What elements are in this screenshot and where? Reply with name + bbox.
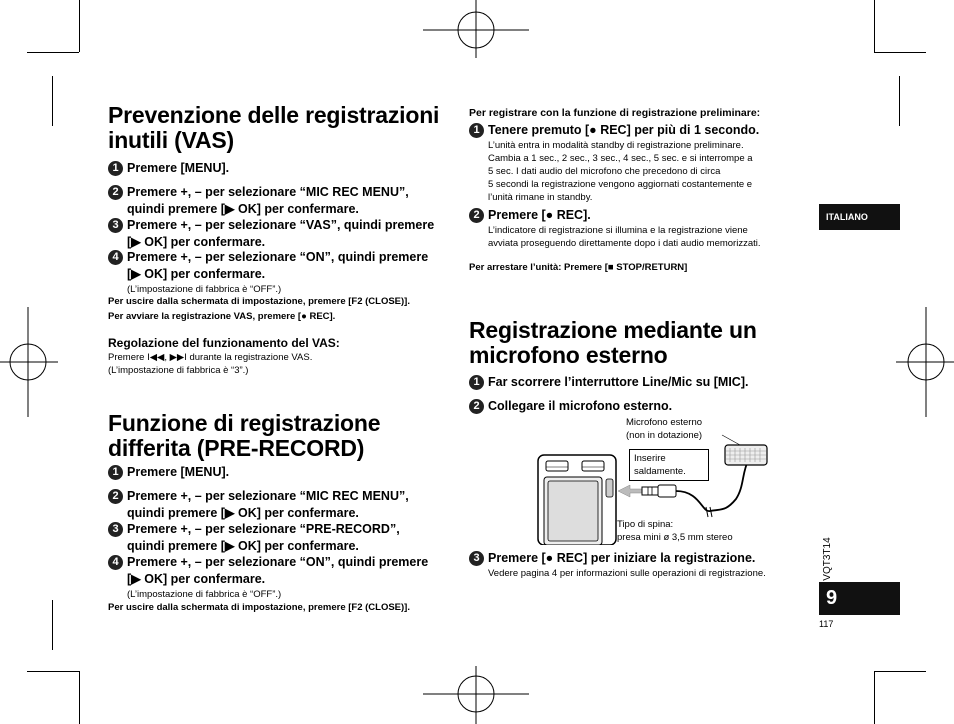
- crop-mark: [27, 52, 79, 53]
- doc-code: VQT3T14: [822, 537, 833, 581]
- step-number-icon: 2: [108, 185, 123, 200]
- crop-mark: [874, 0, 875, 52]
- step-number-icon: 4: [108, 555, 123, 570]
- mic-step-2: 2 Collegare il microfono esterno.: [469, 398, 819, 415]
- exit-note: Per uscire dalla schermata di impostazione, premere [F2 (CLOSE)].: [108, 602, 410, 613]
- vas-adjust-line1: Premere I◀◀, ▶▶I durante la registrazione VAS.: [108, 352, 313, 363]
- vas-adjust-title: Regolazione del funzionamento del VAS:: [108, 336, 340, 350]
- mic-step-1: 1 Far scorrere l’interruttore Line/Mic su [MIC].: [469, 374, 819, 391]
- crop-mark: [79, 0, 80, 52]
- vas-step-1: 1 Premere [MENU].: [108, 160, 458, 177]
- mic-step-3: 3 Premere [● REC] per iniziare la registrazione. Vedere pagina 4 per informazioni sulle operazioni di registrazione.: [469, 550, 824, 580]
- step-number-icon: 3: [108, 218, 123, 233]
- step-number-icon: 3: [469, 551, 484, 566]
- pre-step-2: 2 Premere [● REC]. L’indicatore di registrazione si illumina e la registrazione viene avviata proseguendo direttamente dopo i dati audio memorizzati.: [469, 207, 819, 250]
- step-number-icon: 4: [108, 250, 123, 265]
- vas-step-2: 2 Premere +, – per selezionare “MIC REC MENU”, quindi premere [▶ OK] per confermare.: [108, 184, 458, 218]
- prerecord-step-1: 1 Premere [MENU].: [108, 464, 458, 481]
- step-number-icon: 3: [108, 522, 123, 537]
- step-number-icon: 2: [108, 489, 123, 504]
- section-title-external-mic: Registrazione mediante un microfono esterno: [469, 317, 757, 368]
- step-number-icon: 1: [108, 161, 123, 176]
- crop-mark: [899, 76, 900, 126]
- label-insert-firmly: Inserire saldamente.: [629, 449, 709, 481]
- factory-note: (L’impostazione di fabbrica è “OFF”.): [127, 284, 282, 295]
- section-title-vas: Prevenzione delle registrazioni inutili (VAS): [108, 102, 440, 153]
- step-number-icon: 1: [108, 465, 123, 480]
- crop-mark: [874, 671, 875, 724]
- page-number: 117: [819, 619, 834, 629]
- step-number-icon: 2: [469, 208, 484, 223]
- crop-mark: [874, 671, 926, 672]
- crop-mark: [874, 52, 926, 53]
- vas-step-4: 4 Premere +, – per selezionare “ON”, quindi premere [▶ OK] per confermare. (L’impostazione di fabbrica è “OFF”.): [108, 249, 458, 296]
- vas-adjust-line2: (L’impostazione di fabbrica è “3”.): [108, 365, 249, 376]
- label-plug-type: Tipo di spina: presa mini ø 3,5 mm stereo: [617, 519, 733, 543]
- label-external-mic: Microfono esterno (non in dotazione): [626, 417, 703, 441]
- language-tab: ITALIANO: [819, 204, 900, 230]
- start-vas-note: Per avviare la registrazione VAS, premere [● REC].: [108, 311, 336, 322]
- crop-mark: [79, 671, 80, 724]
- prerecord-instructions-title: Per registrare con la funzione di registrazione preliminare:: [469, 107, 761, 119]
- registration-target-right: [896, 307, 954, 417]
- stop-note: Per arrestare l’unità: Premere [■ STOP/RETURN]: [469, 262, 688, 273]
- registration-target-left: [0, 307, 60, 417]
- vas-step-3: 3 Premere +, – per selezionare “VAS”, quindi premere [▶ OK] per confermare.: [108, 217, 458, 251]
- prerecord-step-4: 4 Premere +, – per selezionare “ON”, quindi premere [▶ OK] per confermare. (L’impostazione di fabbrica è “OFF”.): [108, 554, 458, 601]
- exit-note: Per uscire dalla schermata di impostazione, premere [F2 (CLOSE)].: [108, 296, 410, 307]
- registration-target-bottom: [423, 666, 533, 724]
- crop-mark: [52, 600, 53, 650]
- section-title-prerecord: Funzione di registrazione differita (PRE-RECORD): [108, 410, 381, 461]
- factory-note: (L’impostazione di fabbrica è “OFF”.): [127, 589, 282, 600]
- crop-mark: [27, 671, 79, 672]
- step-number-icon: 1: [469, 123, 484, 138]
- page-box: 9: [819, 582, 900, 615]
- step-number-icon: 1: [469, 375, 484, 390]
- step-number-icon: 2: [469, 399, 484, 414]
- prerecord-step-2: 2 Premere +, – per selezionare “MIC REC MENU”, quindi premere [▶ OK] per confermare.: [108, 488, 458, 522]
- registration-target-top: [423, 0, 533, 60]
- pre-step-1: 1 Tenere premuto [● REC] per più di 1 secondo. L’unità entra in modalità standby di registrazione preliminare. Cambia a 1 sec., 2 sec., 3 sec., 4 sec., 5 sec. e si interrompe a 5 sec. I dati audio del microfono che precedono di circa 5 secondi la registrazione vengono aggiornati costantemente e l’unità rimane in standby.: [469, 122, 819, 204]
- prerecord-step-3: 3 Premere +, – per selezionare “PRE-RECORD”, quindi premere [▶ OK] per confermare.: [108, 521, 458, 555]
- crop-mark: [52, 76, 53, 126]
